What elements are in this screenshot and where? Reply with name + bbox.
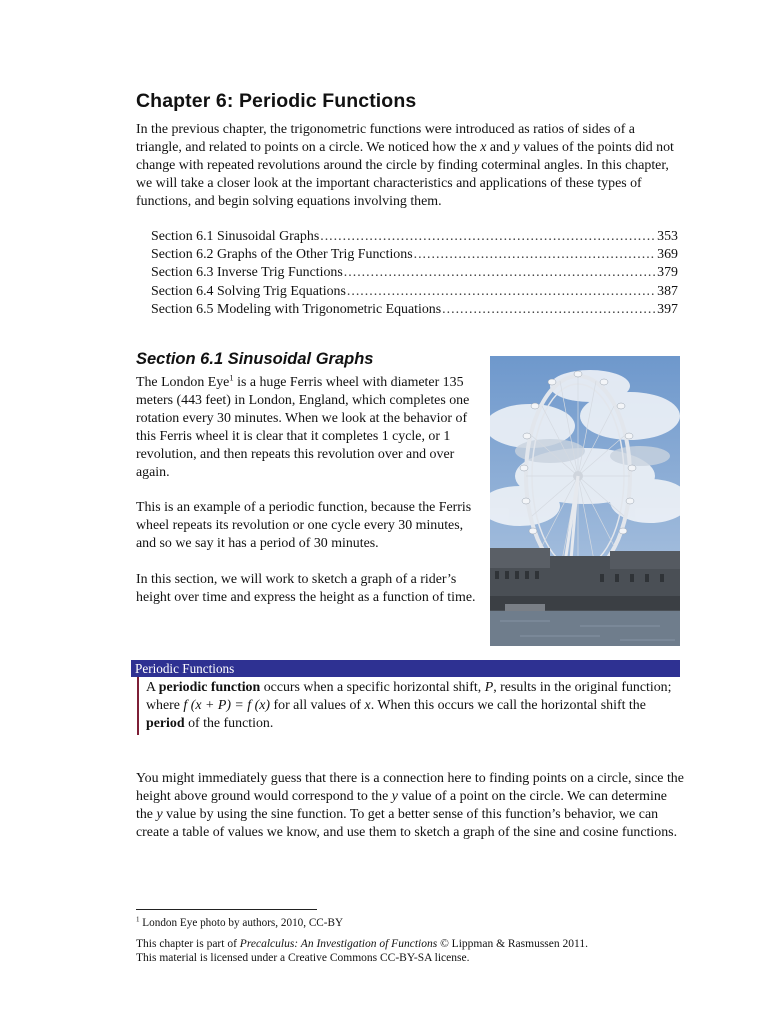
toc-entry[interactable]: Section 6.5 Modeling with Trigonometric Equations ..... 397 [151, 301, 678, 319]
sine-connection-paragraph: You might immediately guess that there is a connection here to finding points on a circle, since the height above ground would correspond to the y value of a point on the circle. We can determine the y value by using the sine function. To get a better sense of this function’s behavior, we can create a table of values we know, and use them to sketch a graph of the sine and cosine functions. [136, 771, 684, 840]
toc-page-number: 387 [657, 283, 678, 299]
periodic-example-paragraph: This is an example of a periodic function, because the Ferris wheel repeats its revolution or one cycle every 30 minutes, and so we say it has a period of 30 minutes. [136, 500, 472, 551]
footnote-marker: 1 [229, 372, 234, 383]
chapter-title: Chapter 6: Periodic Functions [136, 90, 417, 112]
toc-page-number: 397 [657, 301, 678, 317]
toc-entry[interactable]: Section 6.4 Solving Trig Equations ..... 387 [151, 283, 678, 301]
toc-entry[interactable]: Section 6.2 Graphs of the Other Trig Functions ..... 369 [151, 246, 678, 264]
toc-entry[interactable]: Section 6.1 Sinusoidal Graphs ..... 353 [151, 228, 678, 246]
footnote-divider [136, 909, 317, 910]
definition-header: Periodic Functions [131, 660, 680, 677]
license-notice: This chapter is part of Precalculus: An Investigation of Functions © Lippman & Rasmussen 2011. This material is licensed under a Creative Commons CC-BY-SA license. [136, 938, 588, 964]
definition-body: A periodic function occurs when a specific horizontal shift, P, results in the original function; where f (x + P) = f (x) for all values of x. When this occurs we call the horizontal shift the period of the function. [146, 680, 672, 731]
toc-page-number: 353 [657, 229, 678, 244]
intro-paragraph: In the previous chapter, the trigonometric functions were introduced as ratios of sides of a triangle, and related to points on a circle. We noticed how the x and y values of the points did not change with repeated revolutions around the circle by finding coterminal angles. In this chapter, we will take a closer look at the important characteristics and applications of these types of functions, and begin solving equations involving them. [136, 122, 674, 209]
definition-rule [137, 677, 139, 735]
periodic-formula: f (x + P) = f (x) [183, 698, 271, 713]
london-eye-photo [490, 356, 680, 646]
section-goal-paragraph: In this section, we will work to sketch a graph of a rider’s height over time and express the height as a function of time. [136, 572, 476, 605]
toc-entry[interactable]: Section 6.3 Inverse Trig Functions ..... 379 [151, 264, 678, 282]
london-eye-paragraph: The London Eye$^1$ is a huge Ferris wheel with diameter 135 meters (443 feet) in London, England, which completes one rotation every 30 minutes. When we look at the behavior of this Ferris wheel it is clear that it completes 1 cycle, or 1 revolution, and then repeats this revolution over and over again. [136, 372, 470, 480]
toc-page-number: 369 [657, 247, 678, 263]
term-period: period [146, 716, 185, 731]
table-of-contents [151, 228, 678, 319]
term-periodic-function: periodic function [158, 680, 261, 695]
section-title: Section 6.1 Sinusoidal Graphs [136, 350, 374, 368]
book-title: Precalculus: An Investigation of Functions [239, 938, 438, 950]
toc-page-number: 379 [657, 265, 678, 281]
footnote: $^1$ London Eye photo by authors, 2010, CC-BY [136, 915, 344, 929]
